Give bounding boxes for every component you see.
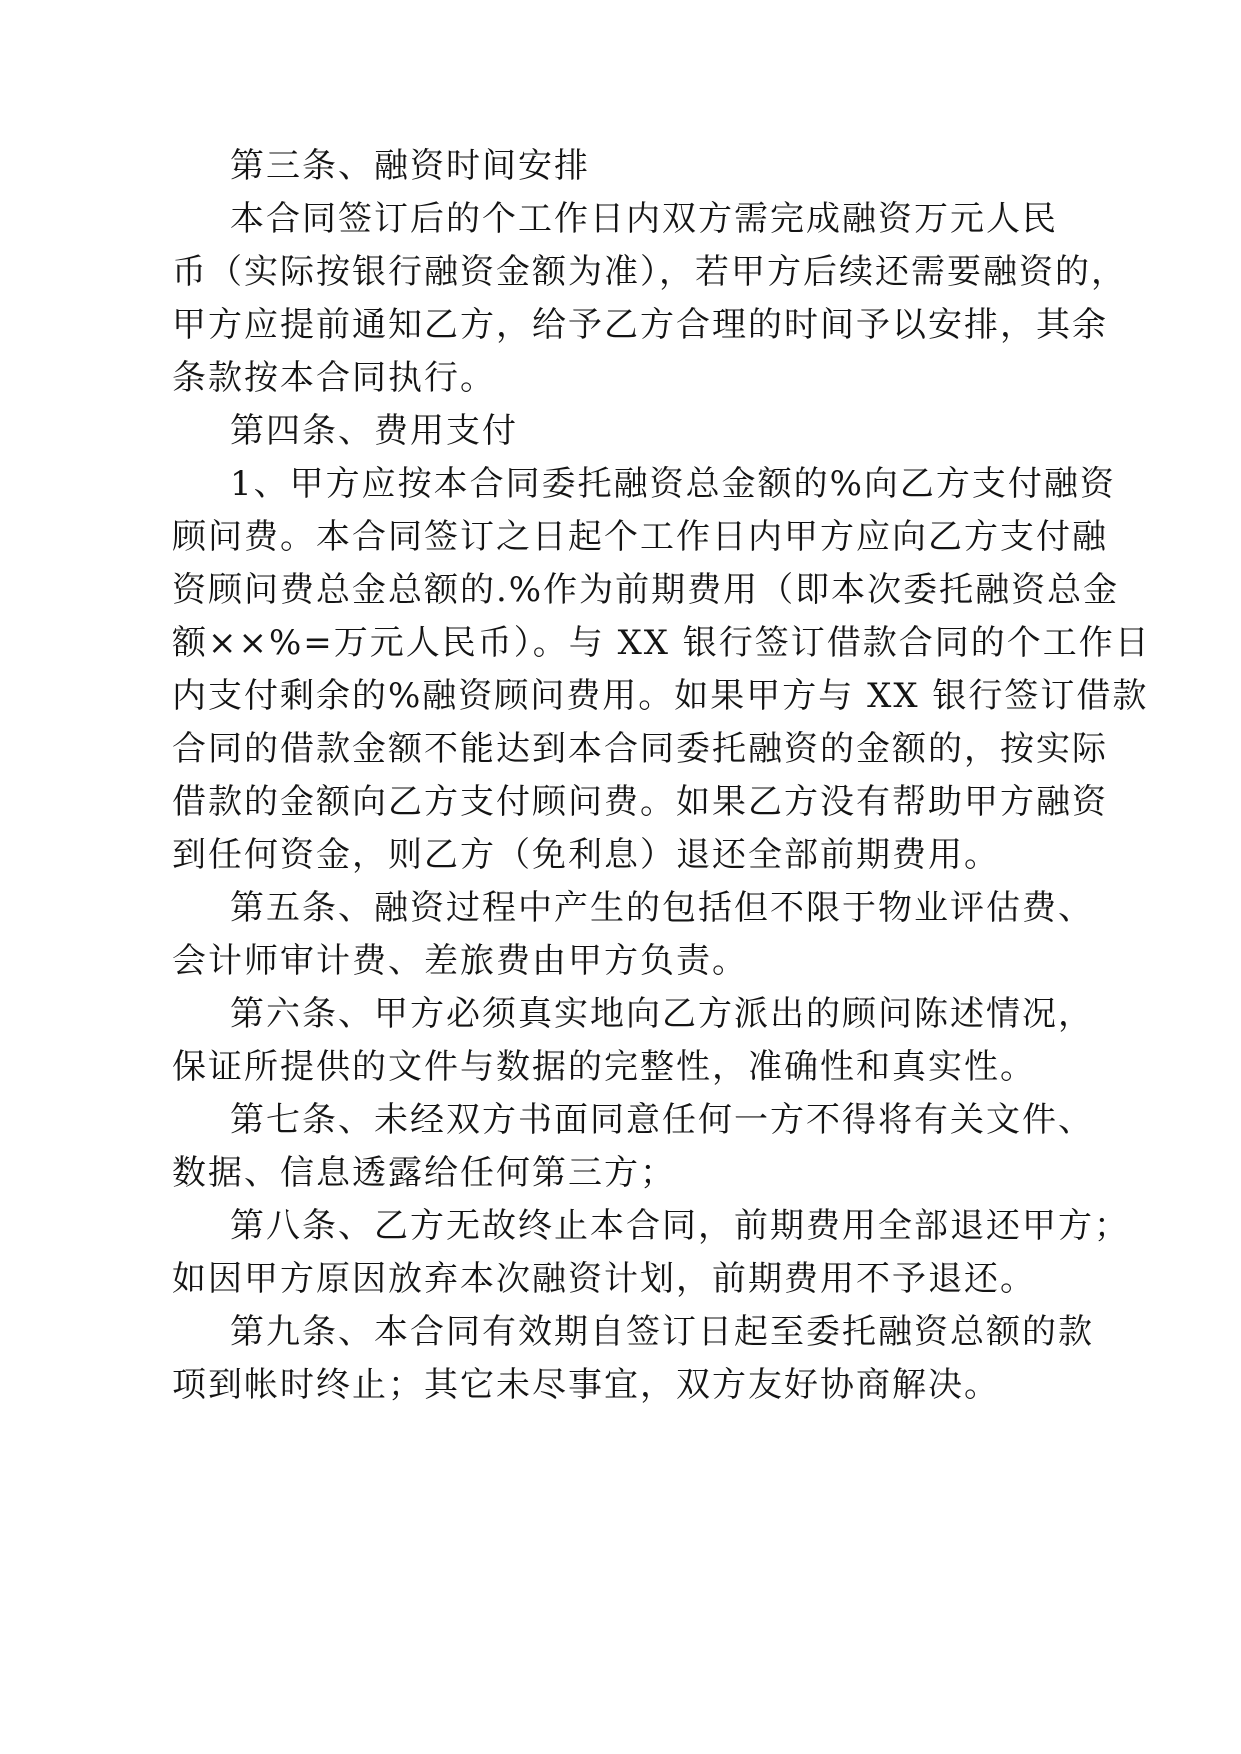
text-line-6: 第四条、费用支付 [230,411,518,451]
text-line-9: 资顾问费总金总额的.%作为前期费用（即本次委托融资总金 [172,570,1120,610]
text-line-2: 本合同签订后的个工作日内双方需完成融资万元人民 [230,199,1058,239]
text-line-18: 保证所提供的文件与数据的完整性，准确性和真实性。 [172,1047,1036,1087]
text-line-12: 合同的借款金额不能达到本合同委托融资的金额的，按实际 [172,729,1108,769]
text-line-15: 第五条、融资过程中产生的包括但不限于物业评估费、 [230,888,1094,928]
text-line-7: 1、甲方应按本合同委托融资总金额的%向乙方支付融资 [230,464,1116,504]
text-line-4: 甲方应提前通知乙方，给予乙方合理的时间予以安排，其余 [172,305,1108,345]
text-line-21: 第八条、乙方无故终止本合同，前期费用全部退还甲方； [230,1206,1130,1246]
text-line-23: 第九条、本合同有效期自签订日起至委托融资总额的款 [230,1312,1094,1352]
text-line-24: 项到帐时终止；其它未尽事宜，双方友好协商解决。 [172,1365,1000,1405]
text-line-13: 借款的金额向乙方支付顾问费。如果乙方没有帮助甲方融资 [172,782,1108,822]
text-line-1: 第三条、融资时间安排 [230,146,590,186]
text-line-11: 内支付剩余的%融资顾问费用。如果甲方与 XX 银行签订借款 [172,676,1149,716]
text-line-10: 额××%=万元人民币）。与 XX 银行签订借款合同的个工作日 [172,623,1151,663]
text-line-5: 条款按本合同执行。 [172,358,496,398]
text-line-14: 到任何资金，则乙方（免利息）退还全部前期费用。 [172,835,1000,875]
text-line-19: 第七条、未经双方书面同意任何一方不得将有关文件、 [230,1100,1094,1140]
text-line-20: 数据、信息透露给任何第三方； [172,1153,676,1193]
text-line-8: 顾问费。本合同签订之日起个工作日内甲方应向乙方支付融 [172,517,1108,557]
text-line-3: 币（实际按银行融资金额为准），若甲方后续还需要融资的， [172,252,1127,292]
text-line-17: 第六条、甲方必须真实地向乙方派出的顾问陈述情况， [230,994,1094,1034]
text-line-16: 会计师审计费、差旅费由甲方负责。 [172,941,748,981]
text-line-22: 如因甲方原因放弃本次融资计划，前期费用不予退还。 [172,1259,1036,1299]
